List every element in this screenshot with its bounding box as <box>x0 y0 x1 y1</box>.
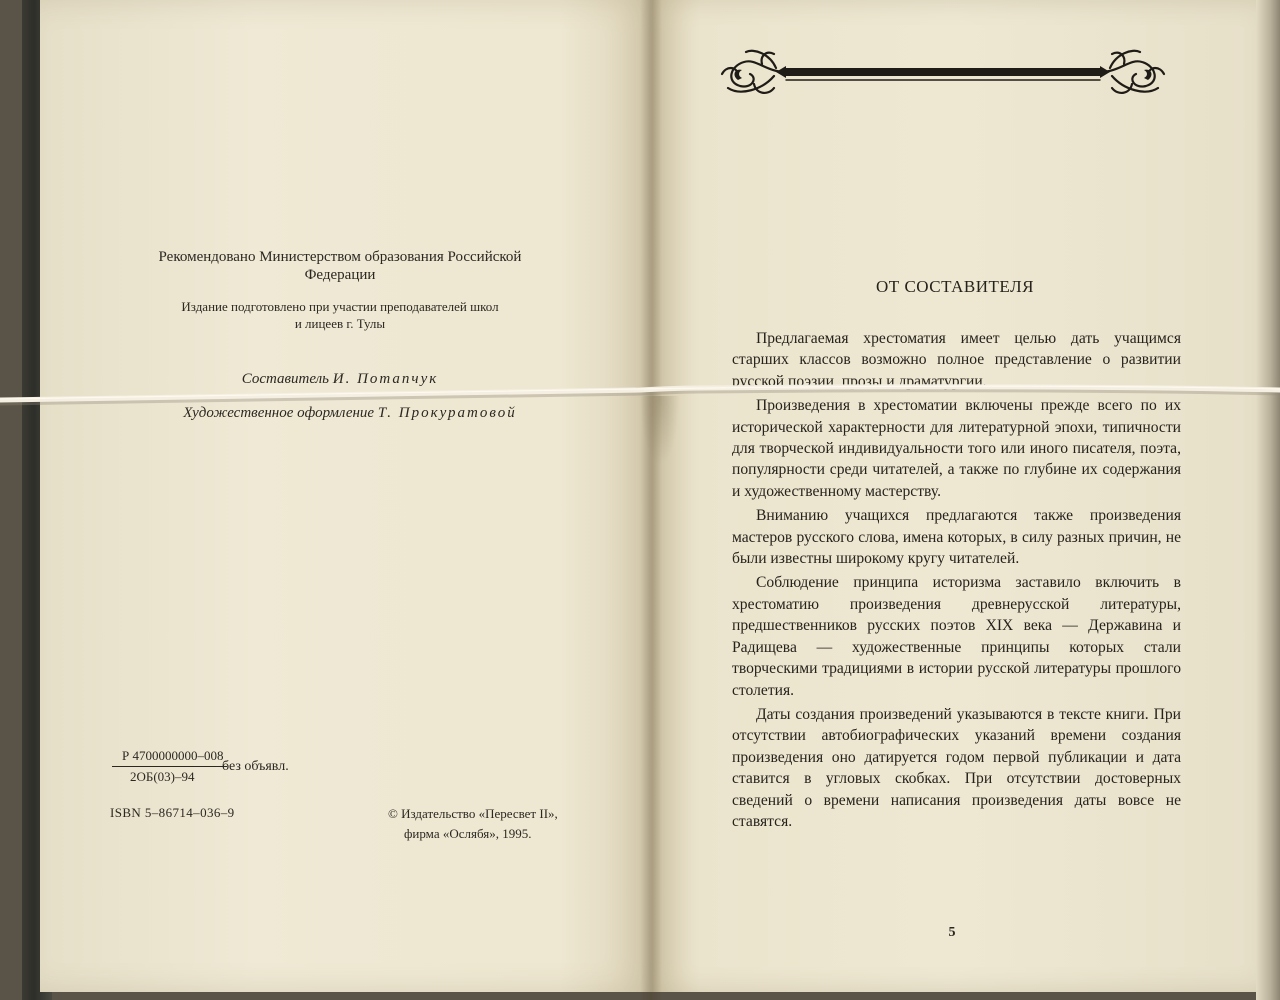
catalog-code-denominator: 2ОБ(03)–94 <box>130 769 195 784</box>
artwork-label: Художественное оформление <box>183 405 375 421</box>
isbn: ISBN 5–86714–036–9 <box>110 805 235 820</box>
foreword-paragraph: Вниманию учащихся предлагаются также произведения мастеров русского слова, имена которых, в силу разных причин, не были известны широкому кругу читателей. <box>732 507 1181 568</box>
page-number: 5 <box>948 925 956 940</box>
copyright-line-2: фирма «Ослябя», 1995. <box>404 826 532 841</box>
section-heading: ОТ СОСТАВИТЕЛЯ <box>876 277 1034 296</box>
copyright <box>388 804 558 844</box>
foreword-paragraph: Соблюдение принципа историзма заставило включить в хрестоматию произведения древнерусской литературы, предшественников русских поэтов XIX века — Державина и Радищева — художественные принципы которых стали творческими традициями в истории русской литературы прошлого столетия. <box>732 574 1181 699</box>
copyright-line-1: © Издательство «Пересвет II», <box>388 806 558 821</box>
ribbon-bookmark <box>0 380 1280 414</box>
foreword-paragraph: Предлагаемая хрестоматия имеет целью дать учащимся старших классов возможно полное представление о развитии русской поэзии, прозы и драматургии. <box>732 330 1181 390</box>
foreword-paragraph: Даты создания произведений указываются в тексте книги. При отсутствии автобиографических указаний времени создания произведения оно датируется годом первой публикации и дата ставится в угловых скобках. При отсутствии достоверных сведений о времени написания произведения даты вовсе не ставятся. <box>732 705 1181 830</box>
left-page <box>40 0 652 992</box>
catalog-code <box>112 747 227 786</box>
preparation-note: Издание подготовлено при участии преподавателей школ и лицеев г. Тулы <box>181 299 499 331</box>
catalog-code-note: без объявл. <box>222 759 289 774</box>
compiler-name: И. Потапчук <box>332 371 439 387</box>
page-edges <box>1256 0 1280 1000</box>
foreword-paragraph: Произведения в хрестоматии включены прежде всего по их исторической характерности для литературной эпохи, типичности для творческой индивидуальности того или иного писателя, поэта, популярности среди читателей, а также по глубине их содержания и художественному мастерству. <box>732 397 1181 500</box>
spine-gutter <box>640 0 662 1000</box>
artwork-name: Т. Прокуратовой <box>377 405 517 421</box>
scroll-ornament-icon <box>716 44 1170 106</box>
compiler-label: Составитель <box>241 371 329 387</box>
catalog-code-numerator: Р 4700000000–008 <box>112 747 227 767</box>
recommendation-text: Рекомендовано Министерством образования Российской Федерации <box>158 249 522 283</box>
